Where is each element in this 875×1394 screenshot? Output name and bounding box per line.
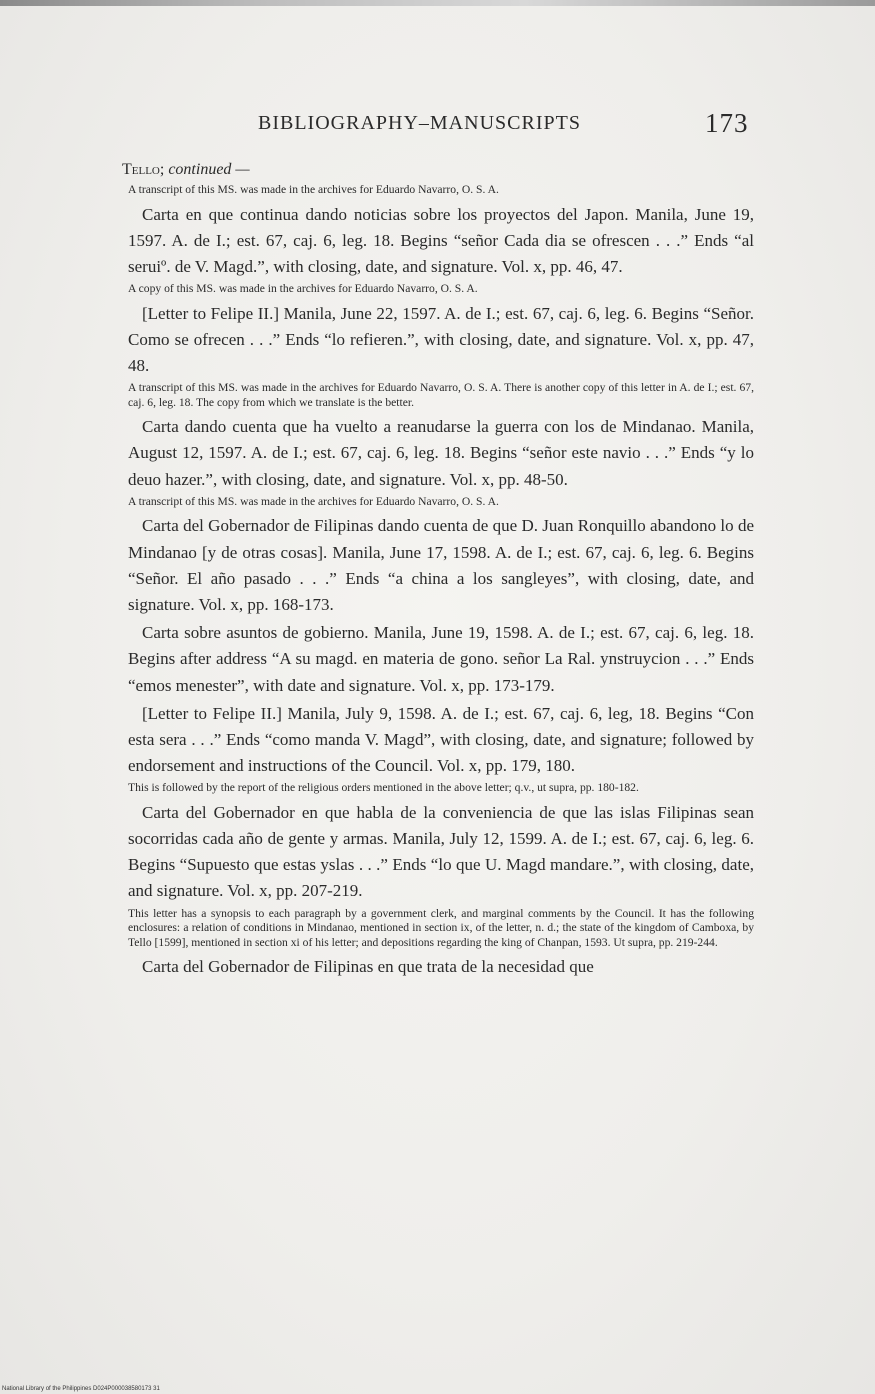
bibliography-entry: [Letter to Felipe II.] Manila, July 9, 1598. A. de I.; est. 67, caj. 6, leg, 18. Begins “Con esta sera . . .” Ends “como manda V. Magd”, with closing, date, and signature; followed by endorsement and instructions of the Council. Vol. x, pp. 179, 180. bbox=[128, 703, 754, 776]
bibliography-entry: Carta dando cuenta que ha vuelto a reanudarse la guerra con los de Mindanao. Manila, August 12, 1597. A. de I.; est. 67, caj. 6, leg. 18. Begins “señor este navio . . .” Ends “y lo deuo hazer.”, with closing, date, and signature. Vol. x, pp. 48-50. bbox=[128, 417, 754, 489]
bibliography-entry: [Letter to Felipe II.] Manila, June 22, 1597. A. de I.; est. 67, caj. 6, leg. 6. Begins “Señor. Como se ofrecen . . .” Ends “lo refieren.”, with closing, date, and signature. Vol. x, pp. 47, 48. bbox=[128, 303, 754, 376]
transcript-note: A transcript of this MS. was made in the archives for Eduardo Navarro, O. S. A. bbox=[128, 183, 499, 196]
continued-heading: Tello; continued — bbox=[122, 161, 250, 178]
scan-footer: National Library of the Philippines D024P000038580173 31 bbox=[2, 1386, 160, 1392]
transcript-note: A transcript of this MS. was made in the archives for Eduardo Navarro, O. S. A. bbox=[128, 494, 499, 508]
bibliography-entry: Carta del Gobernador en que habla de la conveniencia de que las islas Filipinas sean socorridas cada año de gente y armas. Manila, July 12, 1599. A. de I.; est. 67, caj. 6, leg. 6. Begins “Supuesto que estas yslas . . .” Ends “lo que U. Magd mandare.”, with closing, date, and signature. Vol. x, pp. 207-219. bbox=[128, 802, 754, 901]
page-number: 173 bbox=[705, 108, 749, 138]
page-header bbox=[0, 108, 875, 148]
transcript-note: This is followed by the report of the religious orders mentioned in the above letter; q.v., ut supra, pp. 180-182. bbox=[128, 781, 639, 795]
bibliography-entry: Carta del Gobernador de Filipinas en que trata de la necesidad que bbox=[142, 957, 594, 977]
bibliography-entry: Carta sobre asuntos de gobierno. Manila, June 19, 1598. A. de I.; est. 67, caj. 6, leg. 18. Begins after address “A su magd. en materia de gono. señor La Ral. ynstruycion . . .” Ends “emos menester”, with date and signature. Vol. x, pp. 173-179. bbox=[128, 623, 754, 695]
scan-edge bbox=[0, 0, 875, 6]
running-head: BIBLIOGRAPHY–MANUSCRIPTS bbox=[258, 112, 581, 134]
transcript-note: A copy of this MS. was made in the archives for Eduardo Navarro, O. S. A. bbox=[128, 282, 478, 296]
transcript-note: A transcript of this MS. was made in the archives for Eduardo Navarro, O. S. A. There is another copy of this letter in A. de I.; est. 67, caj. 6, leg. 18. The copy from which we translate is the better. bbox=[128, 381, 754, 409]
continued-label: continued — bbox=[168, 161, 250, 178]
bibliography-entry: Carta del Gobernador de Filipinas dando cuenta de que D. Juan Ronquillo abandono lo de Mindanao [y de otras cosas]. Manila, June 17, 1598. A. de I.; est. 67, caj. 6, leg. 6. Begins “Señor. El año pasado . . .” Ends “a china a los sangleyes”, with closing, date, and signature. Vol. x, pp. 168-173. bbox=[128, 516, 754, 614]
bibliography-body bbox=[122, 161, 754, 982]
author-name: Tello bbox=[122, 161, 160, 178]
transcript-note: This letter has a synopsis to each paragraph by a government clerk, and marginal comments by the Council. It has the following enclosures: a relation of conditions in Mindanao, mentioned in section ix, of the letter, n. d.; the state of the kingdom of Camboxa, by Tello [1599], mentioned in section xi of his letter; and depositions regarding the king of Chanpan, 1593. Ut supra, pp. 219-244. bbox=[128, 906, 754, 949]
bibliography-entry: Carta en que continua dando noticias sobre los proyectos del Japon. Manila, June 19, 1597. A. de I.; est. 67, caj. 6, leg. 18. Begins “señor Cada dia se ofrescen . . .” Ends “al seruiº. de V. Magd.”, with closing, date, and signature. Vol. x, pp. 46, 47. bbox=[128, 204, 754, 276]
